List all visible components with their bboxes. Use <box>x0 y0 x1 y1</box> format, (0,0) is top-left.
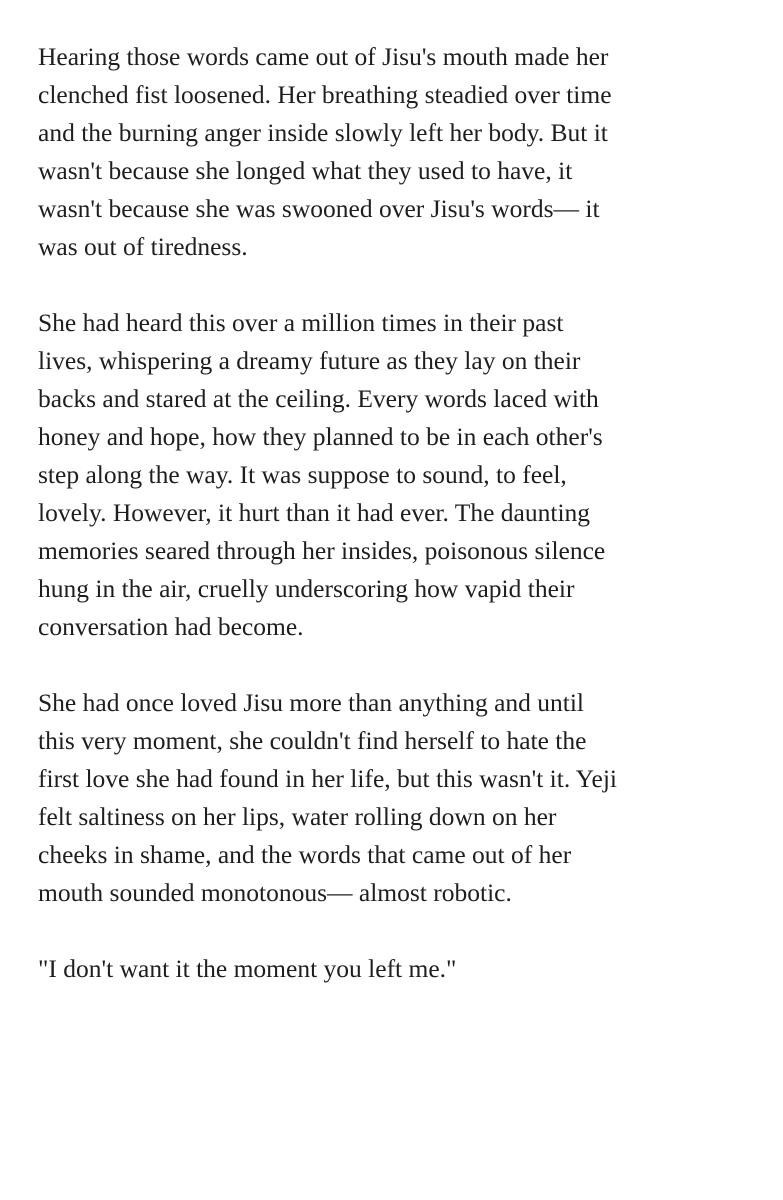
paragraph-4-dialogue <box>38 950 743 988</box>
text-line: lives, whispering a dreamy future as they lay on their <box>38 346 581 375</box>
text-line: conversation had become. <box>38 612 304 641</box>
paragraph-1 <box>38 38 743 266</box>
text-line: She had heard this over a million times in their past <box>38 308 564 337</box>
text-line: wasn't because she was swooned over Jisu's words— it <box>38 194 600 223</box>
text-line: clenched fist loosened. Her breathing steadied over time <box>38 80 612 109</box>
dialogue-line: "I don't want it the moment you left me." <box>38 954 457 983</box>
text-line: step along the way. It was suppose to sound, to feel, <box>38 460 567 489</box>
paragraph-2 <box>38 304 743 646</box>
text-line: lovely. However, it hurt than it had ever. The daunting <box>38 498 591 527</box>
text-line: was out of tiredness. <box>38 232 248 261</box>
paragraph-3 <box>38 684 743 912</box>
text-line: wasn't because she longed what they used to have, it <box>38 156 573 185</box>
text-line: memories seared through her insides, poisonous silence <box>38 536 606 565</box>
text-line: mouth sounded monotonous— almost robotic. <box>38 878 512 907</box>
story-text <box>38 38 743 988</box>
text-line: first love she had found in her life, but this wasn't it. Yeji <box>38 764 617 793</box>
text-line: and the burning anger inside slowly left her body. But it <box>38 118 608 147</box>
text-line: Hearing those words came out of Jisu's mouth made her <box>38 42 609 71</box>
text-line: backs and stared at the ceiling. Every words laced with <box>38 384 599 413</box>
text-line: honey and hope, how they planned to be in each other's <box>38 422 603 451</box>
text-line: She had once loved Jisu more than anything and until <box>38 688 585 717</box>
text-line: cheeks in shame, and the words that came out of her <box>38 840 572 869</box>
text-line: hung in the air, cruelly underscoring how vapid their <box>38 574 575 603</box>
text-line: felt saltiness on her lips, water rolling down on her <box>38 802 557 831</box>
text-line: this very moment, she couldn't find herself to hate the <box>38 726 587 755</box>
